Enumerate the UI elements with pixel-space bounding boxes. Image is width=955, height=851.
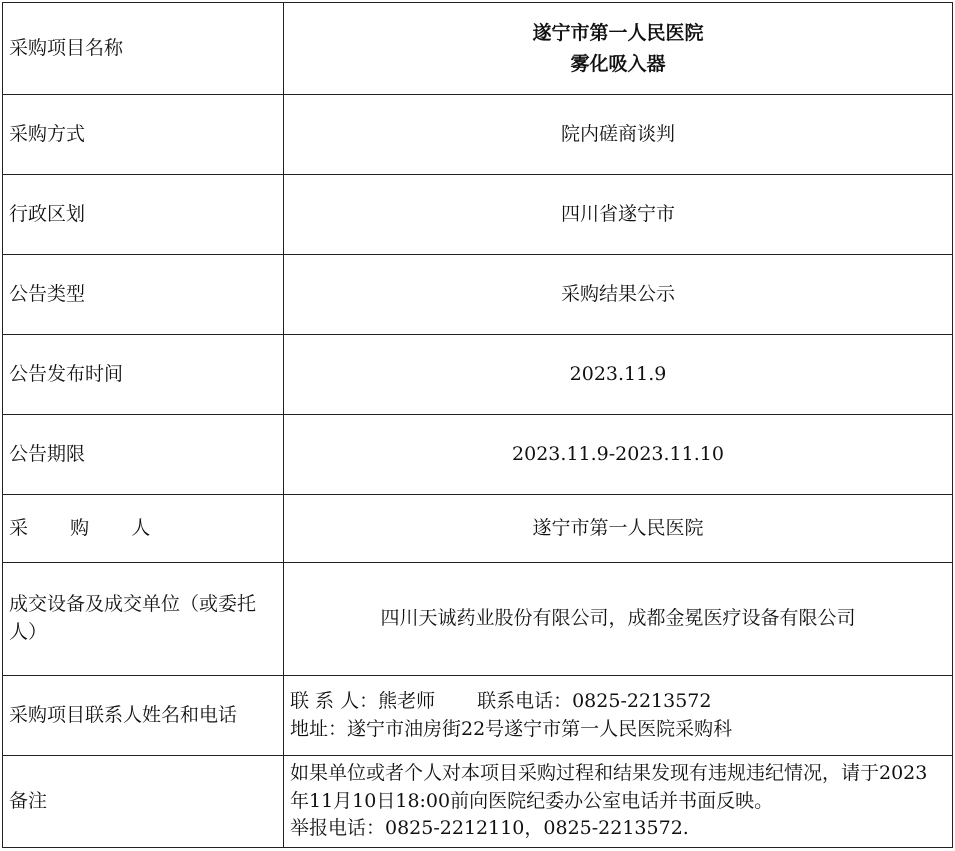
contact-address: 地址：遂宁市油房街22号遂宁市第一人民医院采购科 xyxy=(290,717,733,740)
label-method: 采购方式 xyxy=(3,95,284,175)
row-remarks xyxy=(3,756,953,848)
contact-line xyxy=(290,688,946,716)
label-remarks: 备注 xyxy=(3,756,284,848)
value-project-name xyxy=(284,3,953,95)
row-method xyxy=(3,95,953,175)
label-notice-type: 公告类型 xyxy=(3,255,284,335)
value-region: 四川省遂宁市 xyxy=(284,175,953,255)
label-publish-time: 公告发布时间 xyxy=(3,335,284,415)
row-contact xyxy=(3,676,953,756)
row-winner xyxy=(3,563,953,676)
label-period: 公告期限 xyxy=(3,415,284,495)
value-contact xyxy=(284,676,953,756)
row-purchaser xyxy=(3,495,953,563)
value-purchaser: 遂宁市第一人民医院 xyxy=(284,495,953,563)
value-period: 2023.11.9-2023.11.10 xyxy=(284,415,953,495)
project-name-line2: 雾化吸入器 xyxy=(570,52,666,75)
label-contact: 采购项目联系人姓名和电话 xyxy=(3,676,284,756)
row-region xyxy=(3,175,953,255)
row-notice-type xyxy=(3,255,953,335)
value-method: 院内磋商谈判 xyxy=(284,95,953,175)
label-purchaser xyxy=(3,495,284,563)
label-winner: 成交设备及成交单位（或委托人） xyxy=(3,563,284,676)
label-region: 行政区划 xyxy=(3,175,284,255)
contact-person: 联 系 人：熊老师 xyxy=(290,689,436,712)
remarks-text: 如果单位或者个人对本项目采购过程和结果发现有违规违纪情况，请于2023年11月10日18:00前向医院纪委办公室电话并书面反映。 xyxy=(290,762,928,812)
value-remarks xyxy=(284,756,953,848)
label-purchaser-text: 采 购 人 xyxy=(9,516,169,539)
value-notice-type: 采购结果公示 xyxy=(284,255,953,335)
project-name-line1: 遂宁市第一人民医院 xyxy=(532,22,704,45)
label-project-name: 采购项目名称 xyxy=(3,3,284,95)
value-winner: 四川天诚药业股份有限公司，成都金冕医疗设备有限公司 xyxy=(284,563,953,676)
value-publish-time: 2023.11.9 xyxy=(284,335,953,415)
row-period xyxy=(3,415,953,495)
row-publish-time xyxy=(3,335,953,415)
remarks-report: 举报电话：0825-2212110，0825-2213572. xyxy=(290,817,689,840)
contact-phone: 联系电话：0825-2213572 xyxy=(477,689,712,712)
procurement-notice-table xyxy=(2,2,953,848)
row-project-name xyxy=(3,3,953,95)
